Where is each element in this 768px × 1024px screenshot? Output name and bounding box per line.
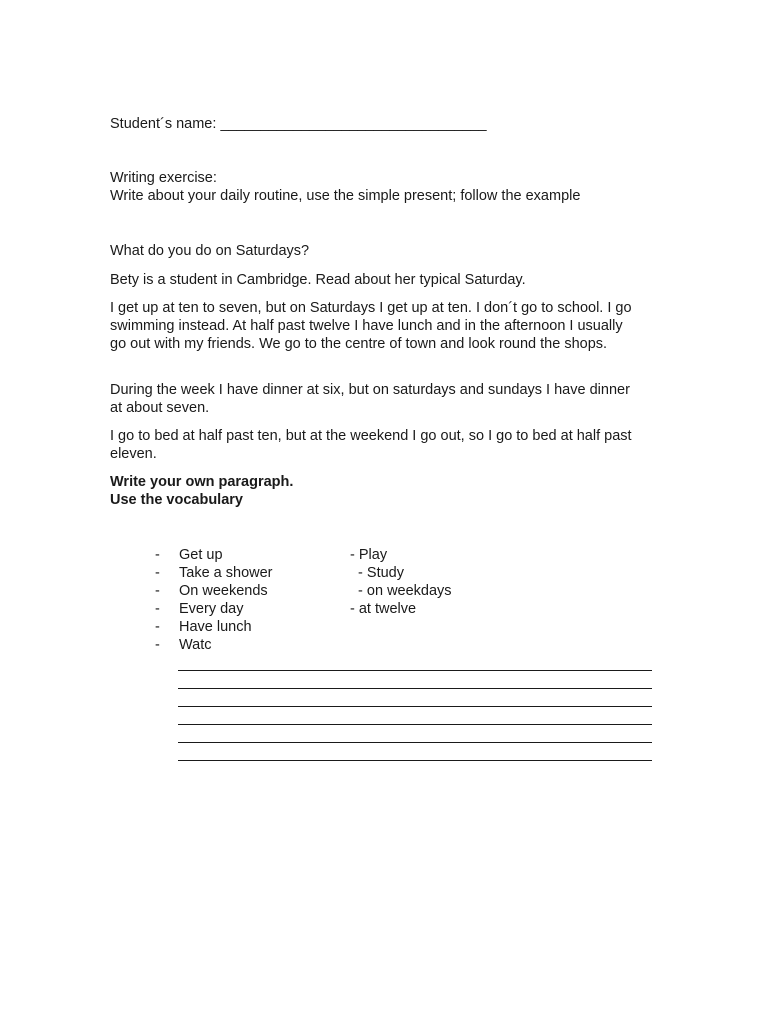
writing-line	[178, 652, 652, 671]
list-bullet: -	[155, 583, 160, 599]
vocab-item: - at twelve	[350, 601, 417, 617]
student-name-blank: _________________________________	[220, 116, 487, 132]
vocab-item: Every day	[179, 601, 244, 617]
vocab-item: Watc	[179, 637, 212, 653]
vocab-item: - on weekdays	[350, 583, 452, 599]
list-bullet: -	[155, 565, 160, 581]
vocab-item: On weekends	[179, 583, 268, 599]
student-name-label: Student´s name:	[110, 116, 217, 132]
writing-line	[178, 742, 652, 761]
vocab-item: - Study	[350, 565, 404, 581]
example-paragraph-2: During the week I have dinner at six, but on saturdays and sundays I have dinner at about seven.	[110, 382, 630, 416]
vocab-item: Have lunch	[179, 619, 252, 635]
task-subheading: Use the vocabulary	[110, 492, 243, 508]
writing-line	[178, 706, 652, 725]
example-paragraph-1: I get up at ten to seven, but on Saturdays I get up at ten. I don´t go to school. I go swimming instead. At half past twelve I have lunch and in the afternoon I usually go out with my friends. We go to the centre of town and look round the shops.	[110, 300, 632, 352]
writing-line	[178, 670, 652, 689]
list-bullet: -	[155, 547, 160, 563]
exercise-title: Writing exercise:	[110, 170, 217, 186]
list-bullet: -	[155, 601, 160, 617]
writing-line	[178, 688, 652, 707]
vocab-item: Take a shower	[179, 565, 273, 581]
task-heading: Write your own paragraph.	[110, 474, 294, 490]
example-intro: Bety is a student in Cambridge. Read about her typical Saturday.	[110, 272, 526, 288]
student-name-row	[110, 115, 487, 133]
vocab-item: - Play	[350, 547, 388, 563]
writing-line	[178, 724, 652, 743]
example-question: What do you do on Saturdays?	[110, 243, 310, 259]
list-bullet: -	[155, 619, 160, 635]
example-paragraph-3: I go to bed at half past ten, but at the weekend I go out, so I go to bed at half past eleven.	[110, 428, 632, 462]
exercise-instruction: Write about your daily routine, use the simple present; follow the example	[110, 188, 581, 204]
vocab-item: Get up	[179, 547, 223, 563]
list-bullet: -	[155, 637, 160, 653]
